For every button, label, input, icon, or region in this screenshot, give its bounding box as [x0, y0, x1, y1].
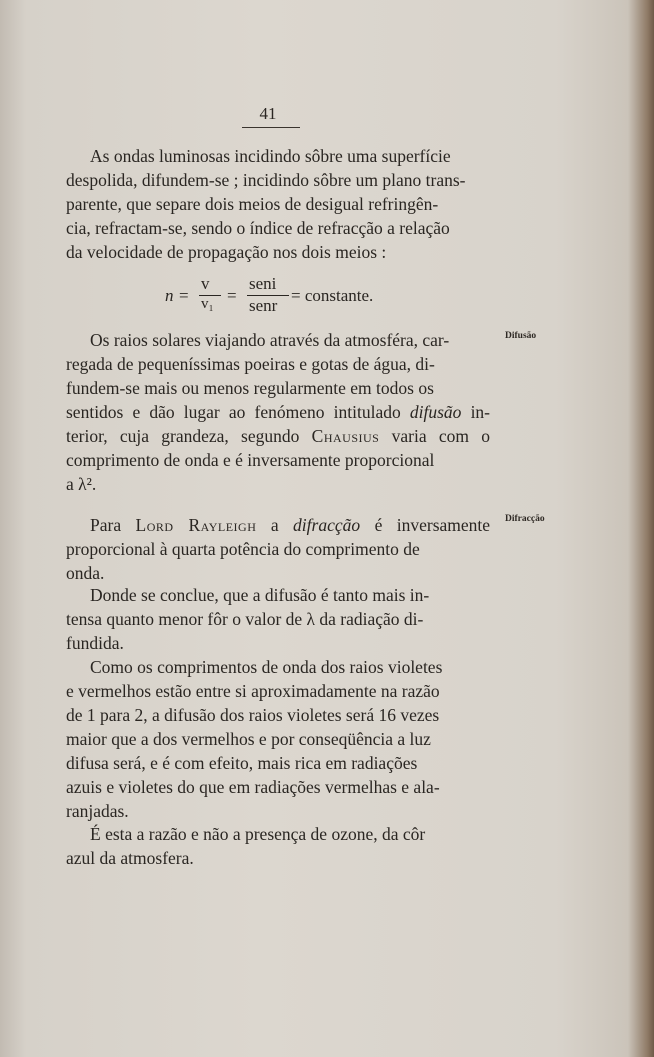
text-line: Donde se conclue, que a difusão é tanto mais in-: [90, 585, 430, 605]
text-line: cia, refractam-se, sendo o índice de refracção a relação: [66, 218, 450, 238]
formula-numerator-1: v: [201, 274, 210, 293]
text-line: As ondas luminosas incidindo sôbre uma superfície: [90, 146, 451, 166]
text-line: proporcional à quarta potência do comprimento de: [66, 539, 420, 559]
paragraph-5: [66, 655, 490, 823]
text-line: Como os comprimentos de onda dos raios violetes: [90, 657, 443, 677]
text-line: a λ².: [66, 474, 97, 494]
text-line: ranjadas.: [66, 801, 129, 821]
author-rayleigh: Lord Rayleigh: [135, 515, 257, 535]
paragraph-2: [66, 328, 490, 496]
text-line: sentidos e dão lugar ao fenómeno intitulado difusão in-: [66, 402, 491, 422]
term-difusao: difusão: [409, 402, 462, 422]
term-difraccao: difracção: [293, 515, 361, 535]
text-line: terior, cuja grandeza, segundo Chausius varia com o: [66, 426, 491, 446]
text-line: despolida, difundem-se ; incidindo sôbre um plano trans-: [66, 170, 466, 190]
text-line: onda.: [66, 563, 105, 583]
text-line: Para Lord Rayleigh a difracção é inversamente: [90, 515, 491, 535]
text-line: Os raios solares viajando através da atmosféra, car-: [90, 330, 450, 350]
text-line: azuis e violetes do que em radiações vermelhas e ala-: [66, 777, 440, 797]
formula-denominator-2: senr: [249, 296, 278, 315]
author-chausius: Chausius: [311, 426, 380, 446]
paragraph-6: [66, 822, 490, 870]
text-line: azul da atmosfera.: [66, 848, 194, 868]
formula-equals-2: =: [227, 286, 237, 305]
text-line: de 1 para 2, a difusão dos raios violetes será 16 vezes: [66, 705, 440, 725]
formula-lhs: n: [165, 286, 174, 305]
text-line: comprimento de onda e é inversamente proporcional: [66, 450, 435, 470]
text-line: fundida.: [66, 633, 124, 653]
paragraph-4: [66, 583, 490, 655]
text-line: difusa será, e é com efeito, mais rica em radiações: [66, 753, 418, 773]
text-line: regada de pequeníssimas poeiras e gotas de água, di-: [66, 354, 435, 374]
text-line: maior que a dos vermelhos e por conseqüência a luz: [66, 729, 431, 749]
formula-denominator-1: v₁: [201, 296, 214, 312]
formula-numerator-2: seni: [249, 274, 277, 293]
header-rule: [242, 127, 300, 128]
paragraph-1: [66, 144, 490, 264]
text-line: da velocidade de propagação nos dois meios :: [66, 242, 387, 262]
side-note-difusao: Difusão: [505, 331, 537, 341]
paragraph-3: [66, 513, 490, 585]
side-note-difraccao: Difracção: [505, 514, 545, 524]
text-line: tensa quanto menor fôr o valor de λ da radiação di-: [66, 609, 424, 629]
text-line: É esta a razão e não a presença de ozone, da côr: [90, 824, 426, 844]
page-number: 41: [259, 104, 277, 123]
text-line: fundem-se mais ou menos regularmente em todos os: [66, 378, 434, 398]
refraction-formula: [165, 274, 425, 318]
formula-rhs: = constante.: [291, 286, 374, 305]
text-line: parente, que separe dois meios de desigual refringên-: [66, 194, 439, 214]
formula-equals: =: [179, 286, 189, 305]
text-line: e vermelhos estão entre si aproximadamente na razão: [66, 681, 440, 701]
